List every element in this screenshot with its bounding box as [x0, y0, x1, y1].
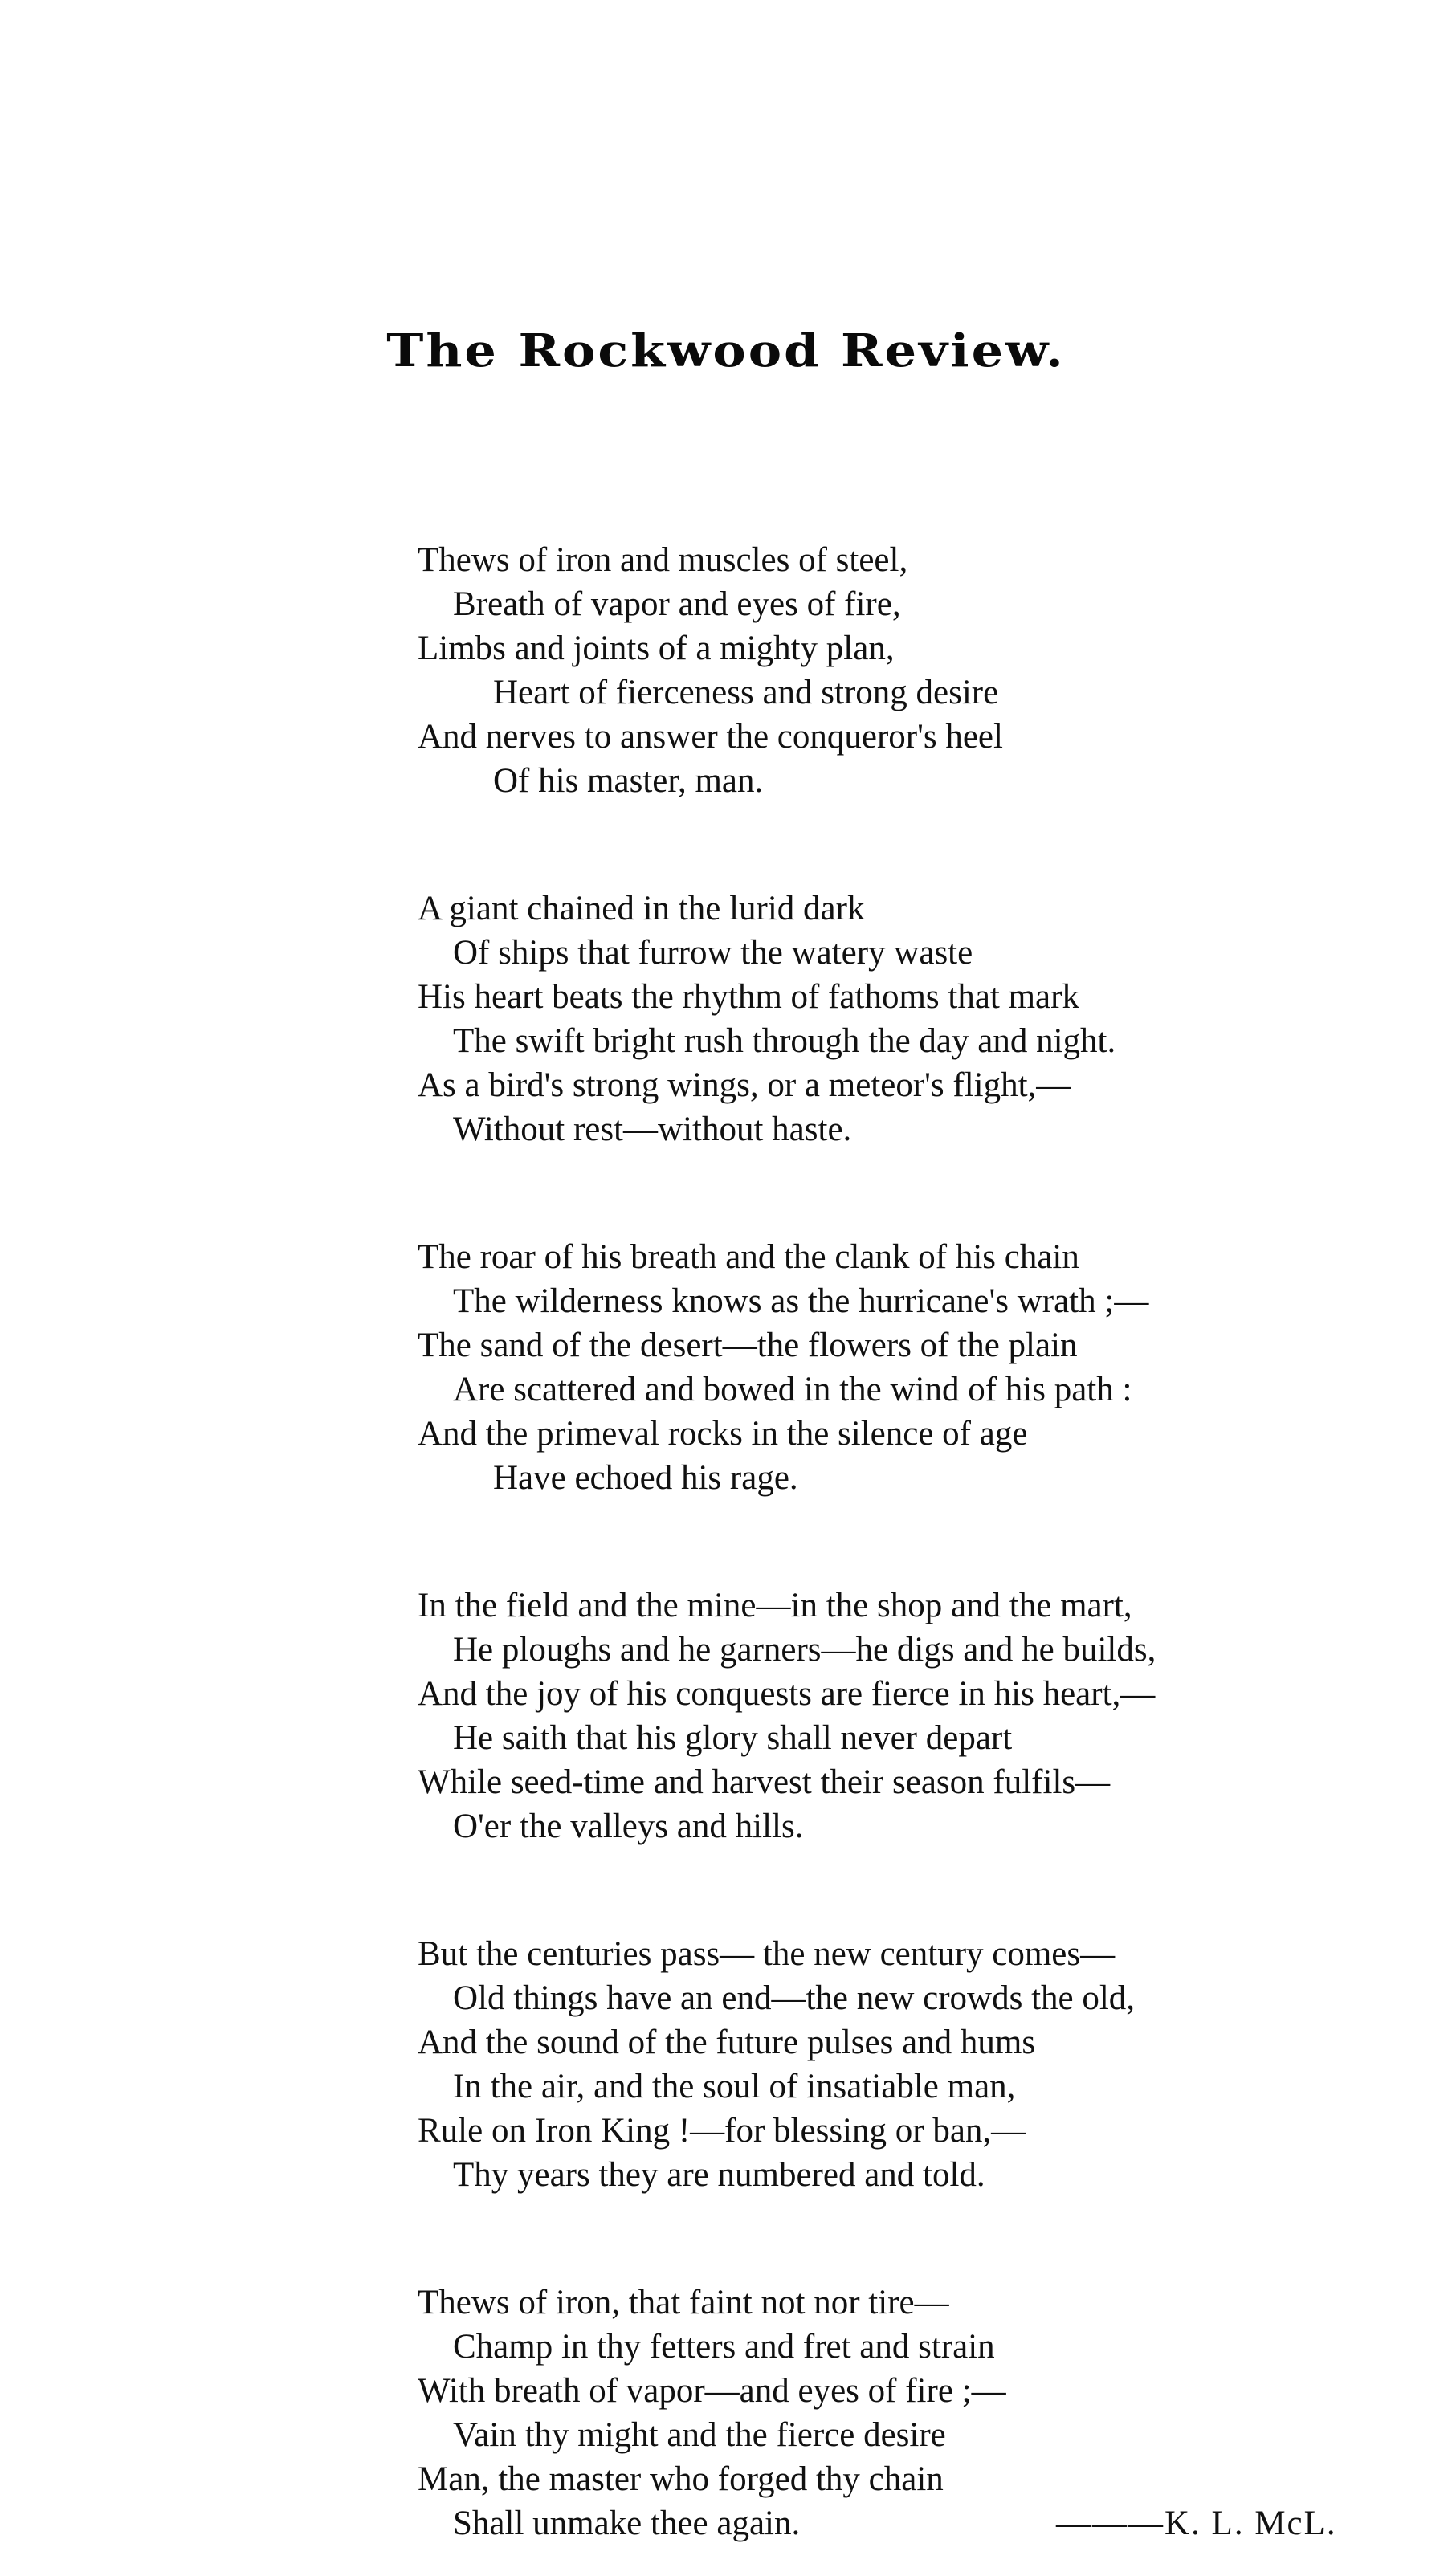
poem-line: [418, 2153, 1421, 2197]
poem-line: [418, 2064, 1421, 2109]
poem-line: [418, 2413, 1421, 2457]
poem-line: [418, 1456, 1421, 1500]
poem-line-text: The swift bright rush through the day and night.: [453, 1022, 1116, 1060]
poem-line: [418, 975, 1421, 1019]
poem-line-text: Heart of fierceness and strong desire: [493, 674, 999, 711]
stanza: [418, 1932, 1421, 2197]
poem-line: [418, 1804, 1421, 1848]
poem-line: [418, 1716, 1421, 1760]
poem-line-text: But the centuries pass— the new century comes—: [418, 1935, 1116, 1973]
stanza: [418, 538, 1421, 803]
poem-line-text: Of his master, man.: [493, 762, 764, 800]
poem-line: [418, 759, 1421, 803]
masthead-title: The Rockwood Review.: [386, 324, 1066, 377]
poem-line-text: Vain thy might and the fierce desire: [453, 2416, 946, 2454]
poem-line: [418, 1323, 1421, 1367]
poem-line: [418, 1063, 1421, 1107]
poem-line-text: His heart beats the rhythm of fathoms that mark: [418, 978, 1079, 1016]
poem-line-text: O'er the valleys and hills.: [453, 1808, 804, 1845]
author-signature: ———K. L. McL.: [1056, 2505, 1337, 2542]
poem-line: [418, 715, 1421, 759]
poem-line: [418, 1019, 1421, 1063]
poem-line-text: Have echoed his rage.: [493, 1459, 798, 1497]
poem-line: [418, 887, 1421, 931]
poem-line: [418, 2369, 1421, 2413]
poem-line: [418, 1279, 1421, 1323]
poem-line-text: And the joy of his conquests are fierce in his heart,—: [418, 1675, 1156, 1713]
poem-line: [418, 1107, 1421, 1151]
poem-line: [418, 2280, 1421, 2325]
poem-line-text: While seed-time and harvest their season fulfils—: [418, 1763, 1111, 1801]
poem-line-text: Man, the master who forged thy chain: [418, 2460, 944, 2498]
poem-line: [418, 2501, 1421, 2545]
poem-line: [418, 670, 1421, 715]
poem-line: [418, 1976, 1421, 2020]
stanza: [418, 1584, 1421, 1848]
poem-line-text: He saith that his glory shall never depart: [453, 1719, 1013, 1757]
poem-line-text: The sand of the desert—the flowers of the plain: [418, 1327, 1078, 1364]
poem-line-text: Rule on Iron King !—for blessing or ban,—: [418, 2112, 1026, 2150]
stanza: [418, 2280, 1421, 2545]
poem-line: [418, 1672, 1421, 1716]
poem-line: [418, 1412, 1421, 1456]
poem-line: [418, 626, 1421, 670]
poem-line: [418, 2457, 1421, 2501]
poem-line-text: With breath of vapor—and eyes of fire ;—: [418, 2372, 1006, 2410]
poem-line: [418, 1584, 1421, 1628]
poem-line-text: Shall unmake thee again.: [453, 2505, 801, 2542]
poem-line-text: And the primeval rocks in the silence of age: [418, 1415, 1028, 1453]
poem-line-text: Of ships that furrow the watery waste: [453, 934, 973, 972]
poem-line-text: In the field and the mine—in the shop and the mart,: [418, 1587, 1132, 1624]
poem-line-text: The roar of his breath and the clank of his chain: [418, 1238, 1079, 1276]
stanza: [418, 1235, 1421, 1500]
poem-line-text: And the sound of the future pulses and hums: [418, 2024, 1036, 2061]
poem-line-text: Thy years they are numbered and told.: [453, 2156, 985, 2194]
poem-line-text: Are scattered and bowed in the wind of his path :: [453, 1371, 1132, 1408]
poem-line: [418, 931, 1421, 975]
poem-line-text: He ploughs and he garners—he digs and he builds,: [453, 1631, 1156, 1669]
poem-line: [418, 1367, 1421, 1412]
poem-line: [418, 2109, 1421, 2153]
poem-line: [418, 2325, 1421, 2369]
poem-line: [418, 538, 1421, 582]
poem-line: [418, 1932, 1421, 1976]
poem-line: [418, 582, 1421, 626]
poem-line: [418, 1628, 1421, 1672]
poem-line-text: Limbs and joints of a mighty plan,: [418, 630, 895, 667]
poem: [418, 538, 1421, 2545]
poem-line: [418, 1235, 1421, 1279]
poem-line-text: A giant chained in the lurid dark: [418, 890, 865, 927]
stanza: [418, 887, 1421, 1151]
poem-line-text: And nerves to answer the conqueror's heel: [418, 718, 1003, 756]
poem-line-text: As a bird's strong wings, or a meteor's flight,—: [418, 1066, 1071, 1104]
poem-line-text: In the air, and the soul of insatiable man,: [453, 2068, 1016, 2105]
poem-line-text: Thews of iron, that faint not nor tire—: [418, 2284, 949, 2321]
poem-line-text: Thews of iron and muscles of steel,: [418, 541, 908, 579]
poem-line: [418, 1760, 1421, 1804]
poem-line-text: The wilderness knows as the hurricane's wrath ;—: [453, 1282, 1149, 1320]
poem-line-text: Old things have an end—the new crowds the old,: [453, 1979, 1136, 2017]
poem-line-text: Champ in thy fetters and fret and strain: [453, 2328, 995, 2366]
poem-line: [418, 2020, 1421, 2064]
poem-line-text: Breath of vapor and eyes of fire,: [453, 585, 901, 623]
poem-line-text: Without rest—without haste.: [453, 1111, 852, 1148]
